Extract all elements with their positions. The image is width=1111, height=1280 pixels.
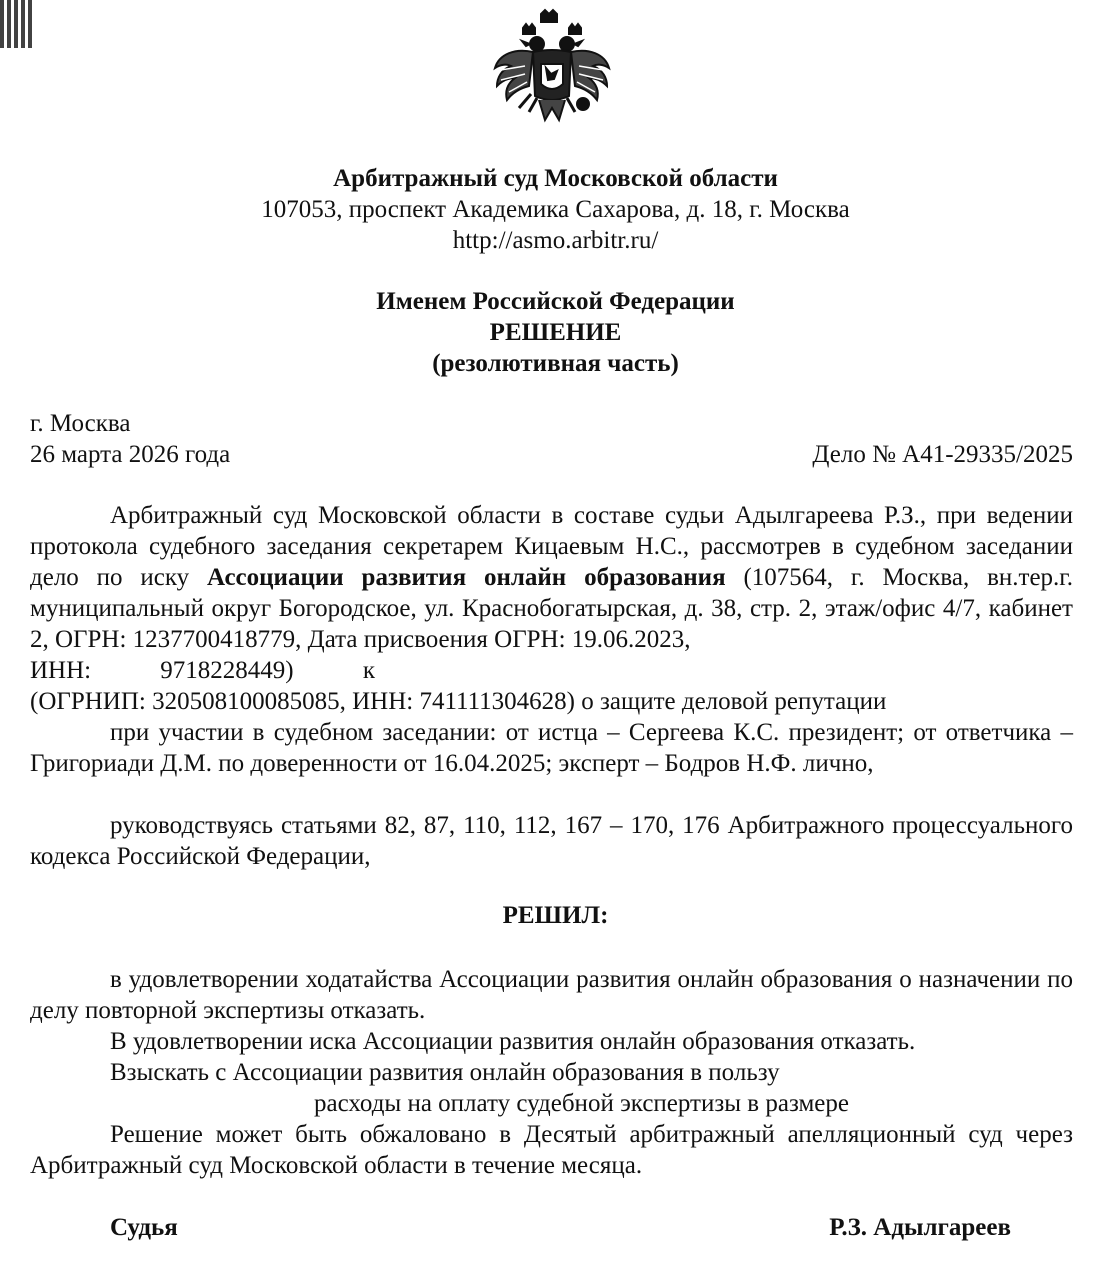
intro-section — [30, 500, 1073, 717]
intro-paragraph — [30, 500, 1073, 655]
costs-text-b: расходы на оплату судебной экспертизы в размере — [314, 1090, 849, 1117]
legal-basis-section — [30, 810, 1073, 872]
intro-lead: Арбитражный суд Московской области в составе судьи Адылгареева Р.З., при ведении протокола судебного заседания секретарем Кицаевым Н.С., рассмотрев в судебном заседании дело по иску — [30, 502, 1073, 591]
resolution-item-costs-a — [30, 1057, 1073, 1088]
plaintiff-details: (107564, г. Москва, вн.тер.г. муниципальный округ Богородское, ул. Краснобогатырская, д. 38, стр. 2, этаж/офис 4/7, кабинет 2, ОГРН: 1237700418779, Дата присвоения ОГРН: 19.06.2023, — [30, 564, 1073, 653]
defendant-line: (ОГРНИП: 320508100085085, ИНН: 741111304628) о защите деловой репутации — [30, 688, 887, 715]
court-address: 107053, проспект Академика Сахарова, д. 18, г. Москва — [261, 196, 850, 223]
plaintiff-name: Ассоциации развития онлайн образования — [207, 564, 726, 591]
judge-name: Р.З. Адылгареев — [829, 1214, 1011, 1241]
resolution-item-costs-b — [30, 1088, 1073, 1119]
judge-role: Судья — [110, 1214, 178, 1241]
document-subtitle: (резолютивная часть) — [432, 350, 679, 377]
decision-city: г. Москва — [30, 410, 131, 437]
decision-date: 26 марта 2026 года — [30, 441, 231, 468]
russian-coat-of-arms-icon — [489, 8, 615, 132]
inn-line: ИНН: 9718228449) к — [30, 657, 375, 684]
in-the-name-heading: Именем Российской Федерации — [376, 288, 735, 315]
decided-heading: РЕШИЛ: — [502, 902, 609, 929]
costs-text-a: Взыскать с Ассоциации развития онлайн образования в пользу — [110, 1059, 780, 1086]
court-name: Арбитражный суд Московской области — [333, 165, 778, 192]
resolution-item-expertise: в удовлетворении ходатайства Ассоциации развития онлайн образования о назначении по делу повторной экспертизы отказать. — [30, 966, 1073, 1024]
resolution-item-claim: В удовлетворении иска Ассоциации развития онлайн образования отказать. — [110, 1028, 916, 1055]
case-number: Дело № А41-29335/2025 — [812, 441, 1073, 468]
resolution-section — [30, 964, 1073, 1181]
resolution-item-appeal: Решение может быть обжаловано в Десятый арбитражный апелляционный суд через Арбитражный суд Московской области в течение месяца. — [30, 1121, 1073, 1179]
legal-basis-paragraph: руководствуясь статьями 82, 87, 110, 112, 167 – 170, 176 Арбитражного процессуального кодекса Российской Федерации, — [30, 812, 1073, 870]
participants-section — [30, 717, 1073, 779]
participants-paragraph: при участии в судебном заседании: от истца – Сергеева К.С. президент; от ответчика – Григориади Д.М. по доверенности от 16.04.2025; эксперт – Бодров Н.Ф. лично, — [30, 719, 1073, 777]
court-website[interactable]: http://asmo.arbitr.ru/ — [452, 227, 659, 254]
qr-code-icon — [0, 0, 34, 48]
document-title: РЕШЕНИЕ — [489, 319, 622, 346]
